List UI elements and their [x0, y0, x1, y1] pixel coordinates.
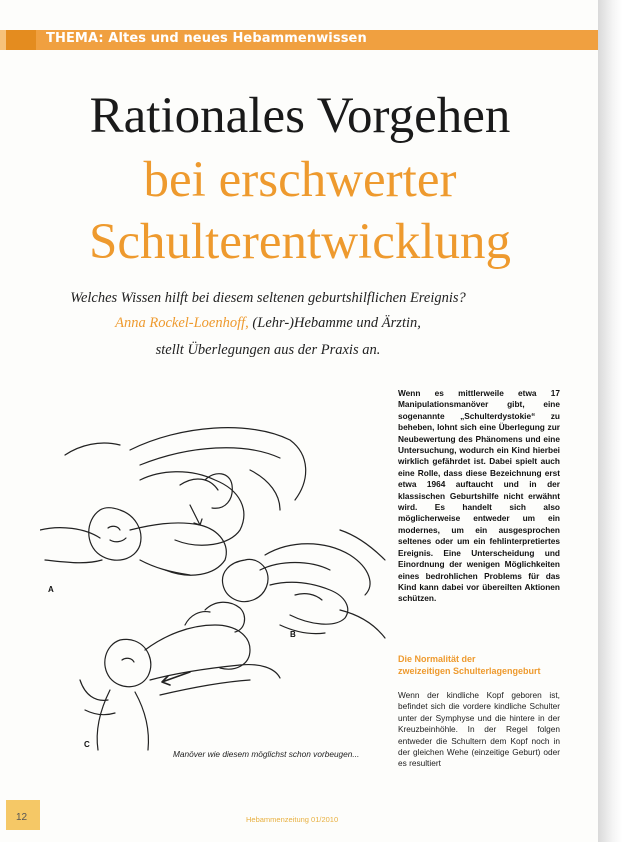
shoulder-dystocia-illustration [40, 410, 390, 770]
article-title-line-3: Schulterentwicklung [88, 214, 512, 270]
article-title-line-1: Rationales Vorgehen [89, 88, 511, 144]
figure-caption: Manöver wie diesem möglichst schon vorbeugen... [173, 749, 360, 759]
topic-bar-marker [6, 30, 36, 50]
figure-label-a: A [48, 585, 54, 594]
author-role: (Lehr-)Hebamme und Ärztin, [252, 315, 421, 331]
figure-label-c: C [84, 740, 90, 749]
panel-c-drawing [80, 602, 280, 750]
subtitle-question: Welches Wissen hilft bei diesem seltenen geburtshilflichen Ereignis? [70, 290, 466, 306]
panel-a-drawing [40, 428, 306, 576]
article-title-line-2: bei erschwerter [143, 152, 457, 208]
intro-paragraph: Wenn es mittlerweile etwa 17 Manipulationsmanöver gibt, eine sogenannte „Schulterdystokie“ zu beheben, lohnt sich eine Überlegung zur Neubewertung des Phänomens und eine Untersuchung, wodurch ein Kind hierbei wirklich gefährdet ist. Dabei spielt auch eine Rolle, dass diese Bezeichnung erst etwa 1964 auftaucht und in der klassischen Geburtshilfe nicht erwähnt wird. Es handelt sich also möglicherweise entweder um ein modernes, um ein ausgesprochen seltenes oder um ein fehlinterpretiertes Ereignis. Eine Unterscheidung und Einordnung der wenigen Möglichkeiten eines bedrohlichen Problems für das Kind kann dabei vor übereilten Aktionen schützen. [398, 388, 560, 604]
topic-label: THEMA: Altes und neues Hebammenwissen [46, 31, 367, 46]
section-heading [398, 654, 568, 677]
section-body-paragraph: Wenn der kindliche Kopf geboren ist, befindet sich die vordere kindliche Schulter unter der Symphyse und die hintere in der Kreuzbeinhöhle. In der Regel folgen entweder die Schultern dem Kopf noch in der gleichen Wehe (einzeitige Geburt) oder es resultiert [398, 690, 560, 769]
section-heading-line-1: Die Normalität der [398, 654, 476, 664]
page-edge-shadow [598, 0, 622, 842]
panel-b-drawing [222, 530, 385, 638]
section-heading-line-2: zweizeitigen Schulterlagengeburt [398, 665, 541, 676]
illustration-drawing [40, 410, 390, 770]
journal-footer: Hebammenzeitung 01/2010 [246, 815, 339, 824]
figure-label-b: B [290, 630, 296, 639]
subtitle-author-line [0, 315, 536, 332]
page-number: 12 [16, 812, 28, 823]
subtitle-summary: stellt Überlegungen aus der Praxis an. [155, 342, 381, 358]
author-name: Anna Rockel-Loenhoff, [115, 315, 249, 331]
topic-bar [0, 30, 600, 50]
